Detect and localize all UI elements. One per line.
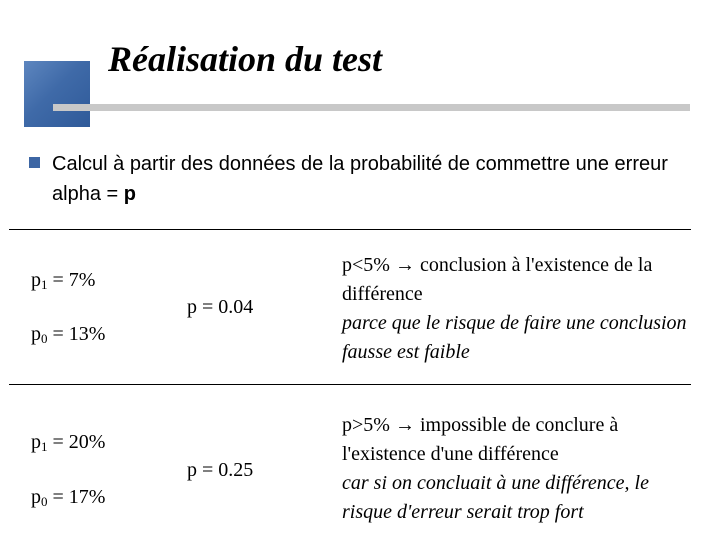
row2-p1: $p_1 = 20\%$ [31,431,106,454]
row1-p-value: p = 0.04 [187,296,254,318]
bullet-square-icon [29,157,40,168]
bullet-symbol: p [123,183,136,205]
row1-p0: $p_0 = 13\%$ [31,323,106,346]
row1-p1: $p_1 = 7\%$ [31,269,96,292]
row2-p0: $p_0 = 17\%$ [31,486,106,509]
decorative-square [24,61,90,127]
row2-p-value: p = 0.25 [187,459,254,481]
row2-conclusion: p>5% → impossible de conclure à l'existence d'une différence car si on concluait à une différence, le risque d'erreur serait trop fort [342,414,649,523]
divider-middle [9,384,691,385]
decorative-bar [53,104,690,111]
divider-top [9,229,691,230]
arrow-right-icon: → [394,414,415,436]
slide-title: Réalisation du test [108,39,383,79]
arrow-right-icon: → [394,254,415,276]
row1-conclusion: p<5% → conclusion à l'existence de la différence parce que le risque de faire une conclusion fausse est faible [342,254,687,363]
bullet-text [52,149,702,209]
row1-reason: parce que le risque de faire une conclusion fausse est faible [342,312,687,363]
bullet-body: Calcul à partir des données de la probabilité de commettre une erreur alpha = [52,153,668,205]
row2-reason: car si on concluait à une différence, le risque d'erreur serait trop fort [342,472,649,523]
